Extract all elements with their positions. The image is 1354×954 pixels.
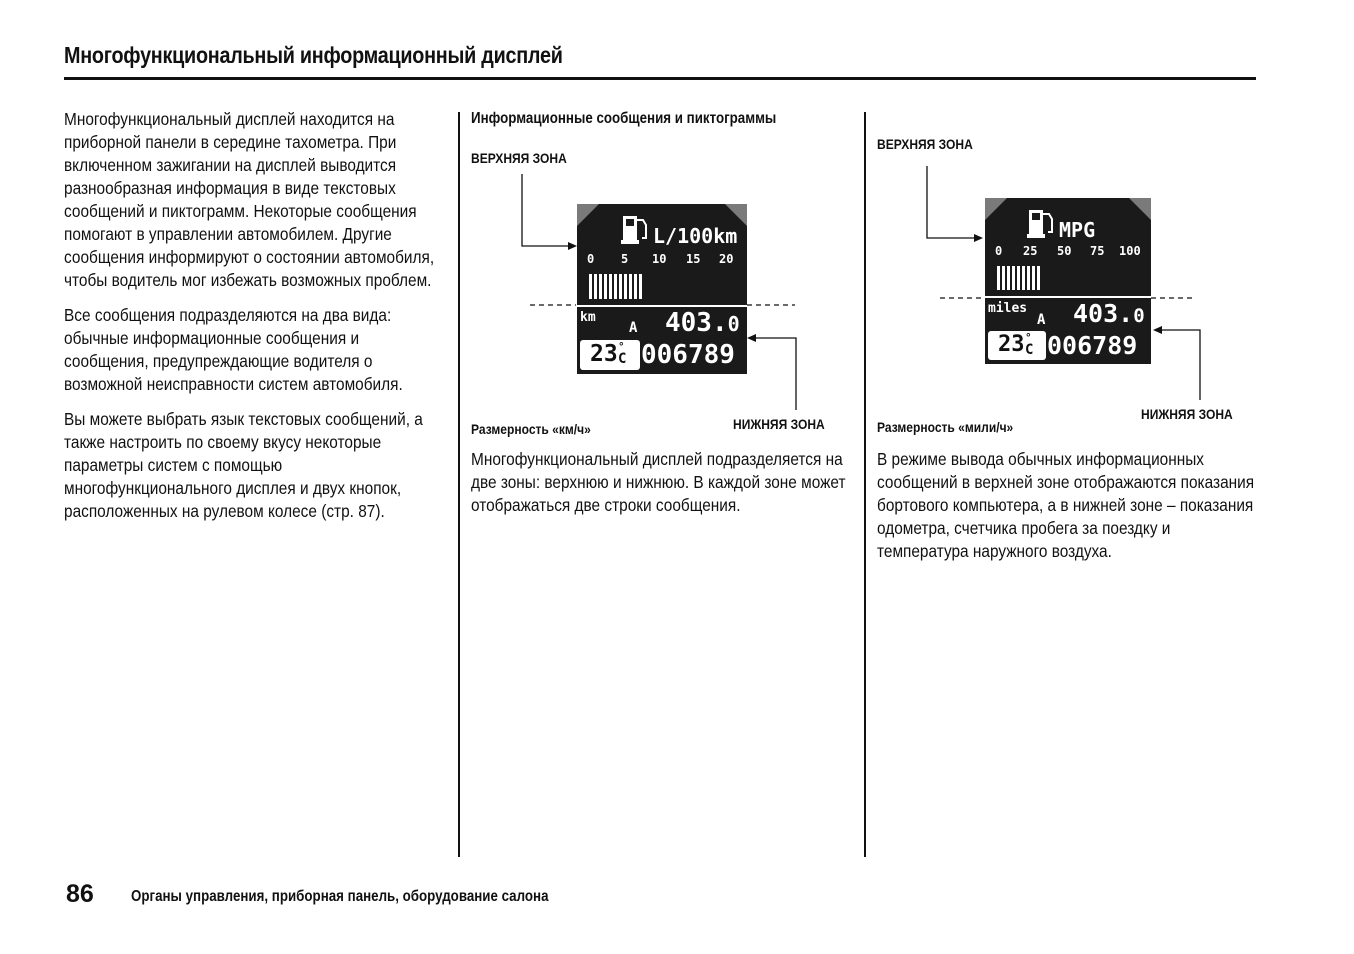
scale-tick-2: 10 xyxy=(652,252,667,266)
odometer-value: 006789 xyxy=(641,340,735,370)
odometer-value: 006789 xyxy=(1047,331,1138,360)
intro-paragraph-1: Многофункциональный дисплей находится на приборной панели в середине тахометра. При включенном зажигании на дисплей выводится разнообразная информация в виде текстовых сообщений и пиктограмм. Некоторые сообщения помогают в управлении автомобилем. Другие сообщения информируют о состоянии автомобиля, чтобы водитель мог избежать возможных проблем. xyxy=(64,109,435,290)
miles-display-caption: Размерность «мили/ч» xyxy=(877,419,1014,435)
trip-meter-label: A xyxy=(1037,312,1046,328)
zone-divider xyxy=(985,296,1151,298)
normal-mode-paragraph: В режиме вывода обычных информационных сообщений в верхней зоне отображаются показания бортового компьютера, а в нижней зоне – показания одометра, счетчика пробега за поездку и температура наружного воздуха. xyxy=(877,449,1255,561)
scale-tick-3: 75 xyxy=(1090,244,1105,258)
upper-zone-label-km: ВЕРХНЯЯ ЗОНА xyxy=(471,150,567,166)
scale-tick-0: 0 xyxy=(995,244,1003,258)
fuel-pump-icon xyxy=(621,214,651,246)
scale-tick-2: 50 xyxy=(1057,244,1072,258)
zone-divider xyxy=(577,305,747,307)
upper-zone-label-miles: ВЕРХНЯЯ ЗОНА xyxy=(877,136,973,152)
trip-unit-label: km xyxy=(580,310,596,325)
fuel-unit-label: MPG xyxy=(1059,218,1096,242)
trip-value: 403.0 xyxy=(665,308,740,338)
intro-paragraph-3: Вы можете выбрать язык текстовых сообщений, а также настроить по своему вкусу некоторые параметры систем с помощью многофункционального дисплея и двух кнопок, расположенных на рулевом колесе (стр. 87). xyxy=(64,409,423,521)
zones-paragraph: Многофункциональный дисплей подразделяется на две зоны: верхнюю и нижнюю. В каждой зоне может отображаться две строки сообщения. xyxy=(471,449,846,515)
trip-meter-label: A xyxy=(629,320,638,336)
column-divider-2 xyxy=(864,112,866,857)
scale-tick-0: 0 xyxy=(587,252,595,266)
footer-section-title: Органы управления, приборная панель, оборудование салона xyxy=(131,888,549,905)
fuel-unit-label: L/100km xyxy=(653,224,738,248)
scale-tick-1: 5 xyxy=(621,252,629,266)
scale-tick-3: 15 xyxy=(686,252,701,266)
km-display xyxy=(577,204,747,374)
column-divider-1 xyxy=(458,112,460,857)
outside-temp-box: 23 ° C xyxy=(580,340,640,370)
lower-zone-label-km: НИЖНЯЯ ЗОНА xyxy=(733,416,825,432)
miles-display xyxy=(985,198,1151,364)
km-display-caption: Размерность «км/ч» xyxy=(471,421,591,437)
intro-column xyxy=(64,108,445,535)
scale-tick-4: 100 xyxy=(1119,244,1141,258)
intro-paragraph-2: Все сообщения подразделяются на два вида: обычные информационные сообщения и сообщения, предупреждающие водителя о возможной неисправности систем автомобиля. xyxy=(64,305,403,394)
page-title: Многофункциональный информационный дисплей xyxy=(64,42,563,68)
outside-temp-box: 23 ° C xyxy=(988,331,1046,360)
lower-zone-label-miles: НИЖНЯЯ ЗОНА xyxy=(1141,406,1233,422)
fuel-pump-icon xyxy=(1027,208,1057,240)
section-heading: Информационные сообщения и пиктограммы xyxy=(471,110,777,127)
scale-tick-4: 20 xyxy=(719,252,734,266)
trip-unit-label: miles xyxy=(988,301,1028,316)
page-number: 86 xyxy=(66,880,94,908)
scale-tick-1: 25 xyxy=(1023,244,1038,258)
title-divider xyxy=(64,77,1256,80)
trip-value: 403.0 xyxy=(1073,299,1145,328)
